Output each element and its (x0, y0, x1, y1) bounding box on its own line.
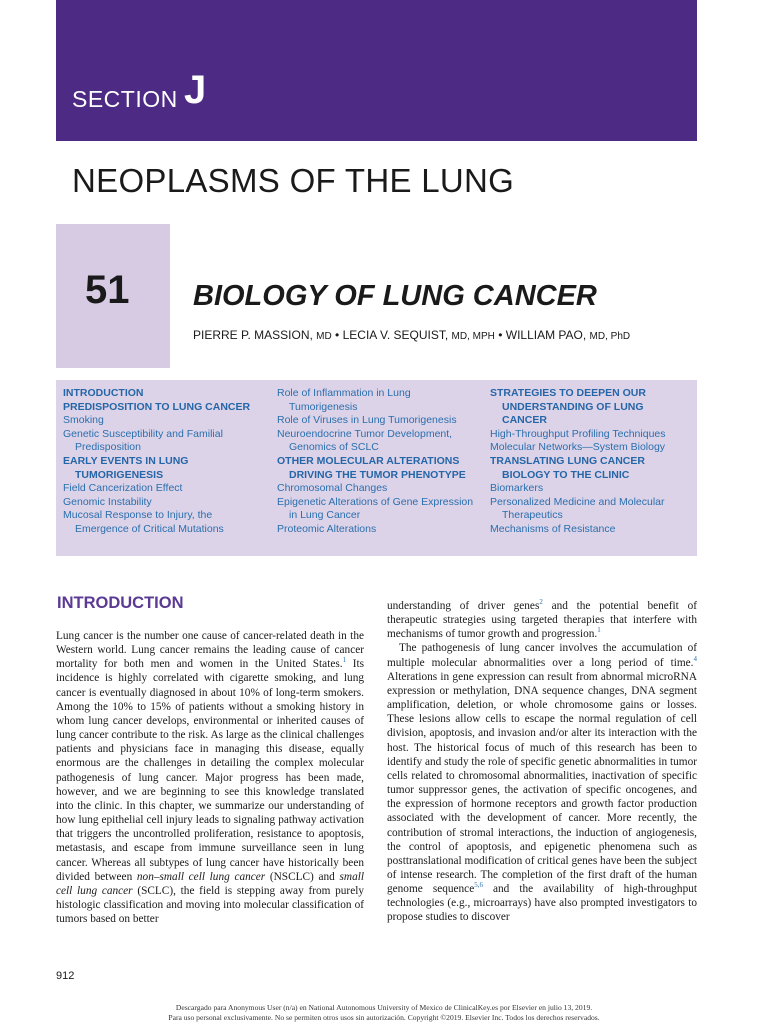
page-number: 912 (56, 970, 75, 982)
outline-heading[interactable]: OTHER MOLECULAR ALTERATIONS DRIVING THE TUMOR PHENOTYPE (277, 454, 466, 481)
text-run: and the potential benefit of therapeutic strategies using targeted therapies that interfere with mechanisms of tumor growth and progression. (387, 600, 697, 641)
outline-link[interactable]: Field Cancerization Effect (63, 482, 183, 495)
text-run: Its incidence is highly correlated with cigarette smoking, and lung cancer is eventually diagnosed in about 10% of long-term smokers. Among the 10% to 15% of patients without a smoking history in whom lung cancer develops, environmental or inherited causes of lung cancer contribute to the risk. As large as the clinical challenges patients and physicians face in managing this disease, equally enormous are the challenges in detailing the complex molecular pathogenesis of lung cancer. Major progress has been made, however, and we are beginning to see this knowledge translated into the clinic. In this chapter, we summarize our understanding of how lung epithelial cell injury leads to signaling pathway activation that triggers the uncontrolled proliferation, resistance to apoptosis, metastasis, and escape from immune surveillance seen in lung cancer. Whereas all subtypes of lung cancer have historically been divided between (56, 658, 364, 883)
section-label: SECTION (72, 86, 178, 112)
text-run: (NSCLC) and (265, 870, 340, 883)
text-run: Alterations in gene expression can result from abnormal microRNA expression or methylation, DNA sequence changes, DNA segment amplification, deletion, or whole chromosome gains or losses. These lesions allow cells to escape the normal regulation of cell division, apoptosis, and invasion and/or alter its interaction with the host. The historical focus of much of this research has been to identify and study the role of specific genetic abnormalities in tumor cells related to chromosomal abnormalities, inactivation of specific tumor suppressor genes, the activation of specific oncogenes, and the expression of hormone receptors and growth factor production associated with the development of cancer. More recently, the contribution of stromal interactions, the induction of angiogenesis, the control of apoptosis, and epigenetic phenomena such as posttranslational modification of critical genes have been the subject of intense research. The completion of the first draft of the human genome sequence (387, 670, 697, 896)
outline-link[interactable]: Biomarkers (490, 482, 544, 495)
author-name: WILLIAM PAO, (505, 328, 590, 342)
chapter-title: BIOLOGY OF LUNG CANCER (193, 280, 597, 312)
footer-download-notice: Descargado para Anonymous User (n/a) en National Autonomous University of Mexico de ClinicalKey.es por Elsevier en julio 13, 2019. (175, 1003, 593, 1012)
outline-heading[interactable]: EARLY EVENTS IN LUNG TUMORIGENESIS (63, 454, 189, 481)
author-name: PIERRE P. MASSION, (193, 328, 317, 342)
section-letter: J (184, 68, 207, 112)
part-title: NEOPLASMS OF THE LUNG (72, 162, 515, 199)
italic-term: small cell lung cancer (56, 870, 364, 897)
outline-link[interactable]: Role of Viruses in Lung Tumorigenesis (277, 414, 457, 427)
outline-link[interactable]: Molecular Networks—System Biology (490, 441, 666, 454)
outline-heading[interactable]: INTRODUCTION (63, 387, 144, 399)
text-run: understanding of driver genes (387, 600, 540, 612)
outline-link[interactable]: Mucosal Response to Injury, the Emergence of Critical Mutations (63, 509, 224, 535)
author-degrees: MD, PhD (589, 331, 631, 342)
chapter-authors (193, 328, 630, 342)
intro-paragraph-2 (387, 641, 697, 924)
text-run: and the availability of high-throughput technologies (e.g., microarrays) have also prompted investigators to propose studies to discover (387, 883, 698, 924)
footer-copyright-notice: Para uso personal exclusivamente. No se permiten otros usos sin autorización. Copyright ©2019. Elsevier Inc. Todos los derechos reservados. (168, 1013, 600, 1022)
author-name: LECIA V. SEQUIST, (342, 328, 452, 342)
outline-link[interactable]: Chromosomal Changes (277, 482, 388, 495)
body-column-left (56, 629, 364, 926)
outline-column-1 (63, 387, 263, 537)
chapter-number: 51 (85, 268, 130, 312)
outline-link[interactable]: Personalized Medicine and Molecular Therapeutics (490, 495, 665, 522)
citation-ref[interactable]: 1 (342, 656, 347, 665)
chapter-outline (56, 380, 697, 556)
intro-paragraph-1-cont (387, 599, 697, 641)
outline-link[interactable]: High-Throughput Profiling Techniques (490, 427, 666, 440)
author-separator: • (494, 328, 506, 342)
outline-column-2 (277, 387, 477, 537)
author-degrees: MD, MPH (451, 331, 495, 342)
citation-ref[interactable]: 2 (539, 598, 543, 607)
introduction-heading: INTRODUCTION (57, 594, 184, 612)
text-run: (SCLC), the field is stepping away from purely histologic classification and moving into molecular classification of tumors based on better (56, 884, 364, 926)
citation-ref[interactable]: 4 (693, 654, 697, 663)
outline-link[interactable]: Genomic Instability (63, 495, 152, 508)
outline-link[interactable]: Role of Inflammation in Lung Tumorigenesis (277, 387, 411, 413)
author-separator: • (331, 328, 343, 342)
outline-link[interactable]: Neuroendocrine Tumor Development, Genomics of SCLC (277, 427, 453, 454)
outline-link[interactable]: Proteomic Alterations (277, 522, 377, 535)
text-run: Lung cancer is the number one cause of cancer-related death in the Western world. Lung cancer remains the leading cause of cancer mortality for both men and women in the United States. (56, 630, 364, 671)
citation-ref[interactable]: 5,6 (474, 881, 483, 890)
outline-link[interactable]: Mechanisms of Resistance (490, 522, 616, 535)
outline-heading[interactable]: PREDISPOSITION TO LUNG CANCER (63, 400, 251, 413)
outline-column-3 (490, 387, 690, 537)
outline-heading[interactable]: TRANSLATING LUNG CANCER BIOLOGY TO THE CLINIC (490, 454, 645, 481)
author-degrees: MD (316, 331, 332, 342)
italic-term: non–small cell lung cancer (136, 870, 266, 883)
outline-link[interactable]: Epigenetic Alterations of Gene Expression in Lung Cancer (277, 495, 474, 522)
outline-link[interactable]: Genetic Susceptibility and Familial Predisposition (63, 427, 223, 454)
outline-link[interactable]: Smoking (63, 414, 104, 427)
text-run: The pathogenesis of lung cancer involves the accumulation of multiple molecular abnormalities over a long period of time. (387, 642, 697, 669)
intro-paragraph-1 (56, 629, 364, 926)
citation-ref[interactable]: 1 (597, 626, 601, 635)
body-column-right (387, 599, 697, 925)
section-banner (56, 0, 697, 141)
outline-heading[interactable]: STRATEGIES TO DEEPEN OUR UNDERSTANDING OF LUNG CANCER (490, 387, 646, 427)
